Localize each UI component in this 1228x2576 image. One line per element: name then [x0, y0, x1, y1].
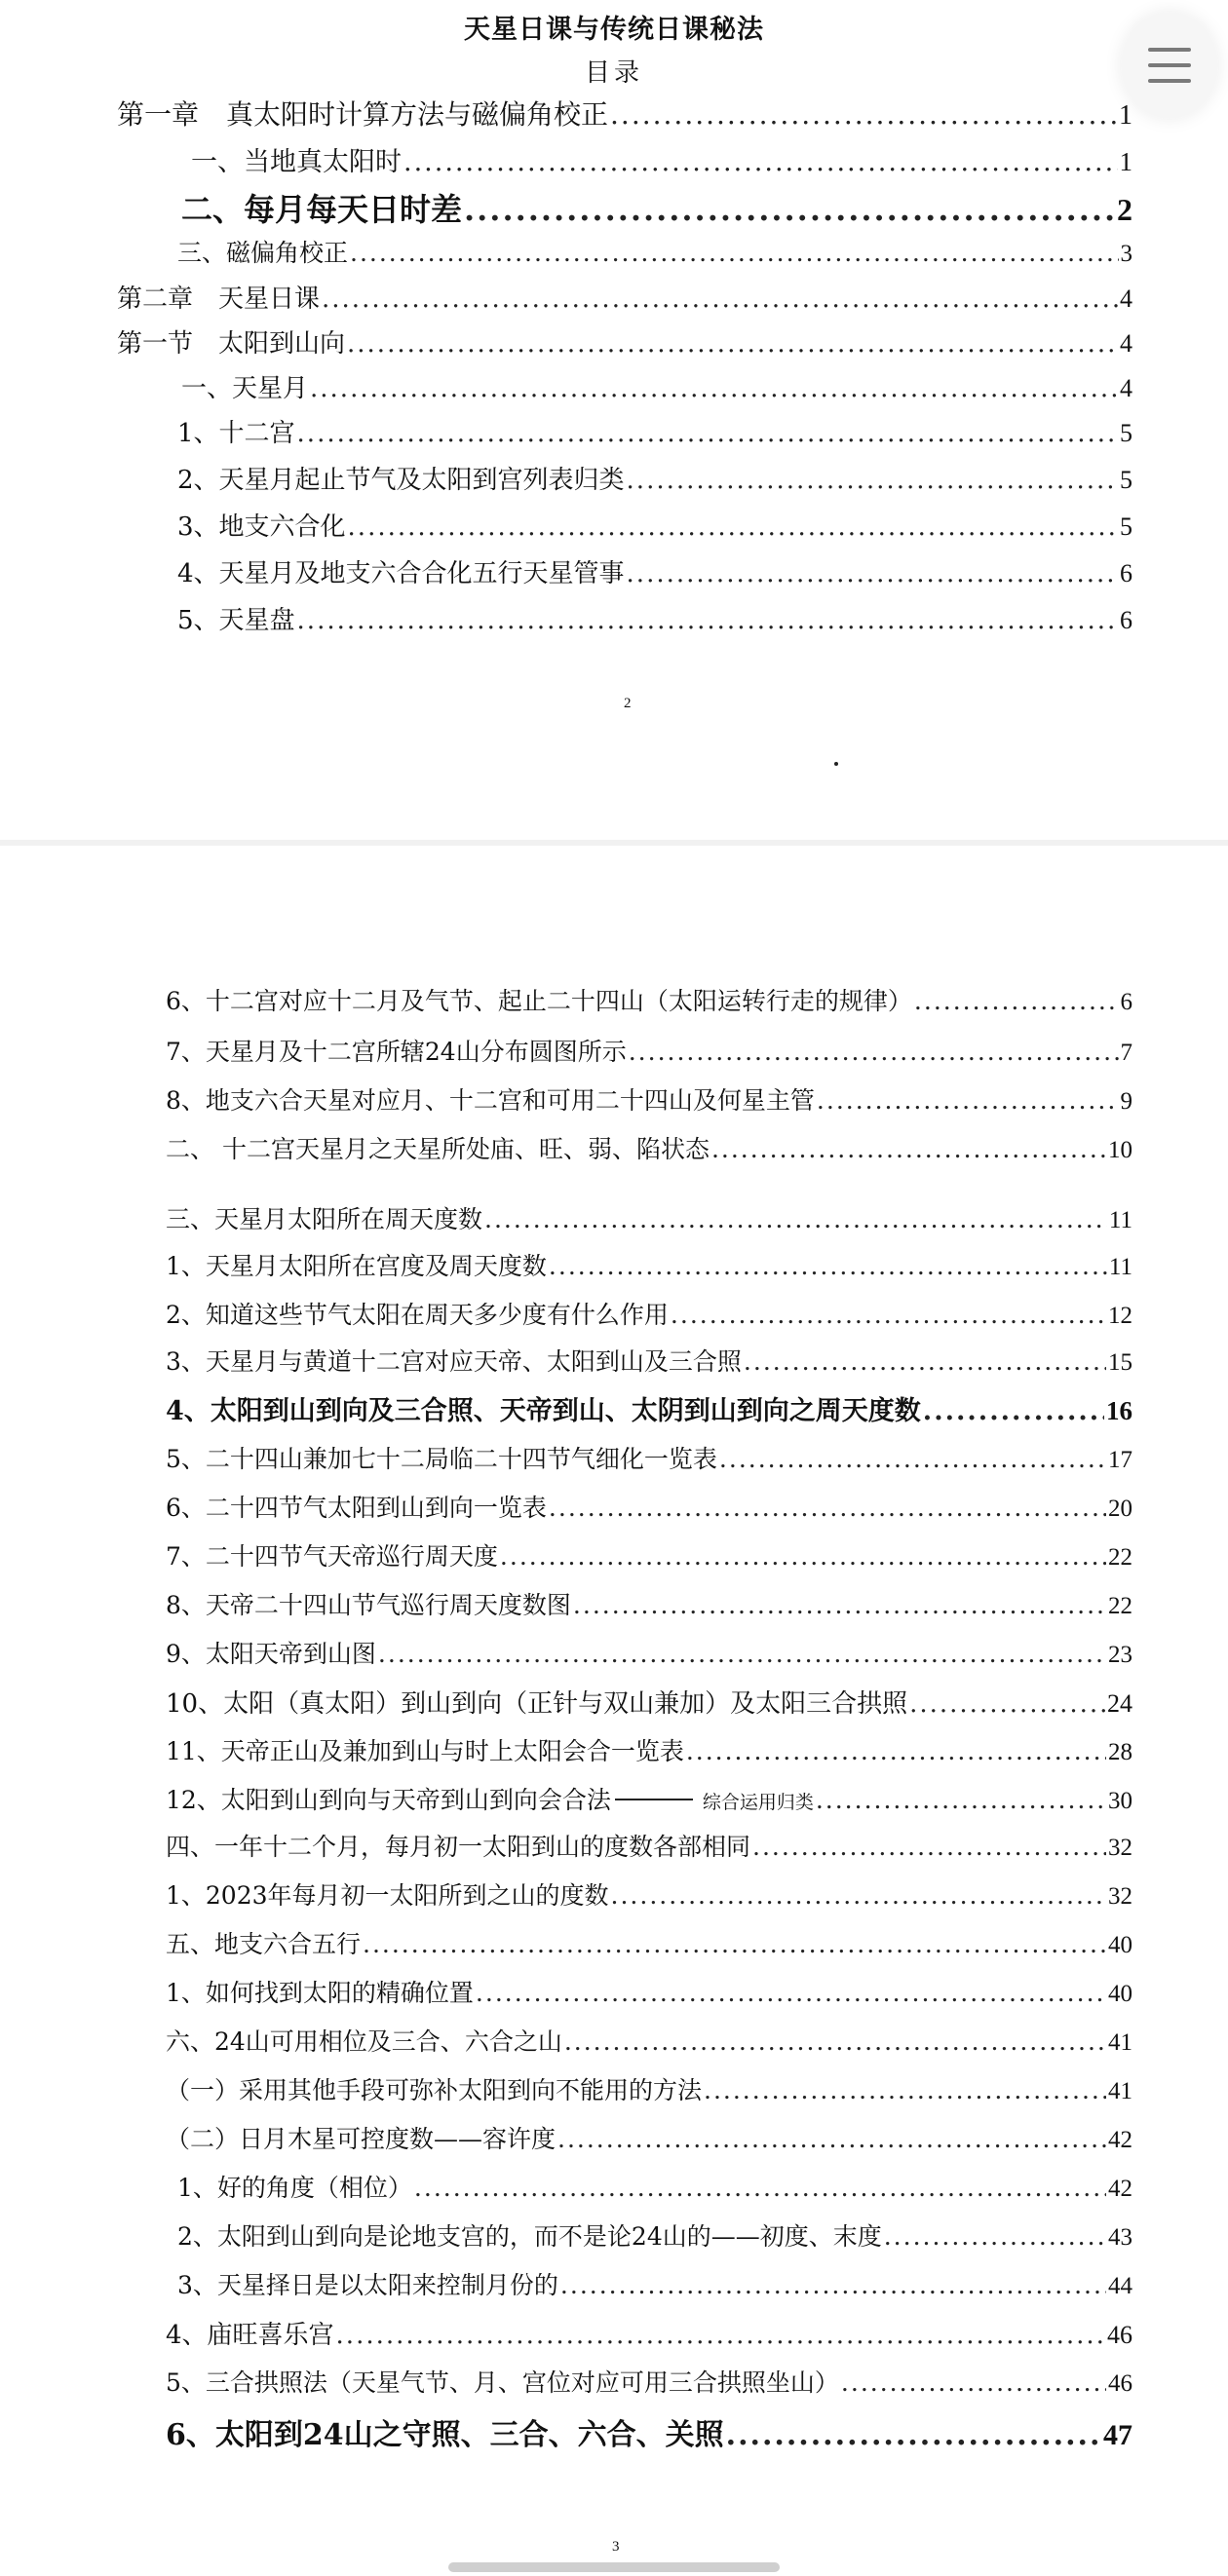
toc-entry-page: 41 [1108, 2078, 1132, 2104]
toc-entry-label: 1、2023年每月初一太阳所到之山的度数 [166, 1881, 609, 1910]
leader-dots [704, 2076, 1106, 2104]
toc-entry-label: 8、天帝二十四山节气巡行周天度数图 [166, 1591, 571, 1619]
toc-entry[interactable] [166, 1684, 1132, 1720]
toc-entry-page: 9 [1120, 1088, 1132, 1115]
leader-dots [671, 1301, 1106, 1329]
toc-entry[interactable] [117, 279, 1132, 315]
toc-entry[interactable] [177, 600, 1132, 636]
toc-entry-label: 7、二十四节气天帝巡行周天度 [166, 1542, 498, 1571]
leader-dots [560, 2271, 1106, 2299]
leader-dots [414, 2174, 1106, 2202]
toc-entry[interactable] [166, 1974, 1132, 2009]
toc-entry-label: 5、三合拱照法（天星气节、月、宫位对应可用三合拱照坐山） [166, 2368, 839, 2397]
leader-dots [350, 239, 1118, 267]
toc-entry-page: 28 [1108, 1739, 1132, 1765]
document-title: 天星日课与传统日课秘法 [464, 15, 764, 45]
toc-entry-label: 1、十二宫 [177, 419, 295, 448]
toc-entry[interactable] [166, 1033, 1132, 1068]
menu-button[interactable] [1121, 12, 1218, 119]
toc-entry-page: 42 [1108, 2176, 1132, 2202]
toc-entry-label: 1、天星月太阳所在宫度及周天度数 [166, 1252, 547, 1280]
toc-entry[interactable] [166, 1343, 1132, 1378]
leader-dots [500, 1542, 1106, 1571]
toc-entry[interactable] [177, 413, 1132, 449]
toc-entry-page: 1 [1119, 100, 1132, 131]
leader-dots [719, 1445, 1106, 1473]
toc-entry[interactable] [117, 323, 1132, 360]
leader-dots [611, 1881, 1106, 1910]
toc-entry-page: 24 [1107, 1689, 1132, 1718]
hamburger-menu-icon [1148, 48, 1191, 83]
toc-entry-label: 2、天星月起止节气及太阳到宫列表归类 [177, 466, 625, 495]
leader-dots [557, 2125, 1106, 2153]
toc-entry-label: 5、天星盘 [177, 606, 295, 635]
leader-dots [816, 1786, 1106, 1814]
toc-entry-page: 32 [1108, 1835, 1132, 1861]
toc-entry[interactable] [177, 460, 1132, 496]
toc-heading: 目录 [584, 58, 643, 88]
toc-entry-page: 17 [1108, 1447, 1132, 1473]
toc-entry[interactable] [166, 1200, 1132, 1235]
toc-entry-label: 3、地支六合化 [177, 512, 346, 542]
toc-entry-label: 一、当地真太阳时 [191, 147, 402, 177]
leader-dots [403, 147, 1118, 177]
toc-entry[interactable] [166, 1130, 1132, 1165]
toc-entry[interactable] [166, 2315, 1132, 2351]
leader-dots [573, 1591, 1106, 1619]
leader-dots [726, 2418, 1101, 2452]
toc-entry-page: 7 [1120, 1040, 1132, 1066]
leader-dots [610, 98, 1117, 131]
toc-entry[interactable] [177, 553, 1132, 589]
scan-speck [834, 762, 838, 766]
leader-dots [297, 606, 1118, 635]
leader-dots [711, 1135, 1106, 1163]
toc-entry-page: 16 [1106, 1396, 1132, 1425]
leader-dots [464, 191, 1115, 228]
toc-entry[interactable] [166, 1247, 1132, 1282]
leader-dots [310, 374, 1118, 403]
toc-entry-label: 六、24山可用相位及三合、六合之山 [166, 2027, 562, 2056]
toc-entry-page: 15 [1108, 1349, 1132, 1376]
toc-entry[interactable] [177, 2217, 1132, 2253]
toc-entry-page: 2 [1117, 192, 1132, 227]
toc-entry[interactable] [166, 1296, 1132, 1331]
toc-entry-label: 4、天星月及地支六合合化五行天星管事 [177, 559, 625, 588]
toc-entry-label: 第一节 太阳到山向 [117, 329, 346, 359]
toc-entry-page: 22 [1108, 1593, 1132, 1619]
leader-dots [297, 419, 1118, 448]
toc-entry-page: 43 [1108, 2224, 1132, 2251]
toc-entry-page: 46 [1108, 2370, 1132, 2397]
toc-entry-label: 9、太阳天帝到山图 [166, 1640, 376, 1668]
leader-dots [549, 1252, 1107, 1280]
leader-dots [817, 1086, 1119, 1115]
toc-entry[interactable] [117, 94, 1132, 133]
toc-entry-page: 22 [1108, 1544, 1132, 1571]
toc-entry-page: 41 [1108, 2029, 1132, 2056]
toc-entry[interactable] [166, 1389, 1132, 1427]
toc-entry-page: 11 [1108, 1207, 1132, 1233]
toc-entry-label: 4、太阳到山到向及三合照、天帝到山、太阴到山到向之周天度数 [166, 1396, 921, 1426]
leader-dots [627, 466, 1118, 495]
leader-dots [322, 284, 1118, 314]
toc-entry-label: 3、天星月与黄道十二宫对应天帝、太阳到山及三合照 [166, 1347, 742, 1376]
toc-entry-page: 4 [1120, 284, 1132, 313]
toc-entry-page: 6 [1120, 606, 1132, 634]
toc-entry-label: 12、太阳到山到向与天帝到山到向会合法 [166, 1786, 611, 1814]
toc-entry[interactable] [166, 1537, 1132, 1572]
leader-dots [564, 2027, 1106, 2056]
leader-dots [347, 329, 1118, 359]
toc-entry[interactable] [166, 982, 1132, 1017]
toc-entry-page: 6 [1120, 989, 1132, 1015]
toc-entry[interactable] [166, 1586, 1132, 1621]
toc-entry[interactable] [166, 2410, 1132, 2453]
toc-entry[interactable] [181, 185, 1132, 230]
toc-entry[interactable] [177, 507, 1132, 543]
leader-dots [484, 1205, 1107, 1233]
toc-entry-page: 44 [1108, 2273, 1132, 2299]
document-page-2 [0, 0, 1228, 840]
toc-entry-page: 11 [1108, 1254, 1132, 1280]
leader-dots [909, 1689, 1105, 1719]
toc-entry-label: 1、如何找到太阳的精确位置 [166, 1979, 474, 2007]
toc-entry-page: 40 [1108, 1932, 1132, 1958]
toc-entry-page: 4 [1120, 329, 1132, 358]
toc-entry[interactable] [166, 1635, 1132, 1670]
toc-entry-page: 40 [1108, 1981, 1132, 2007]
toc-entry-page: 46 [1107, 2321, 1132, 2349]
toc-entry-label: 第二章 天星日课 [117, 284, 321, 314]
toc-entry-label: 3、天星择日是以太阳来控制月份的 [177, 2271, 558, 2299]
leader-dots [627, 559, 1118, 588]
toc-entry-label: 8、地支六合天星对应月、十二宫和可用二十四山及何星主管 [166, 1086, 815, 1115]
toc-entry-label: 四、一年十二个月，每月初一太阳到山的度数各部相同 [166, 1833, 751, 1861]
toc-entry-label: 2、太阳到山到向是论地支宫的，而不是论24山的——初度、末度 [177, 2222, 882, 2251]
toc-entry-label: 二、每月每天日时差 [181, 191, 463, 228]
toc-entry-page: 42 [1108, 2127, 1132, 2153]
toc-entry-page: 20 [1108, 1496, 1132, 1522]
leader-dots [686, 1737, 1106, 1765]
toc-entry-page: 10 [1108, 1137, 1132, 1163]
page-number: 2 [624, 696, 632, 711]
toc-entry-page: 1 [1119, 147, 1132, 176]
leader-dots [476, 1979, 1106, 2007]
toc-entry-page: 12 [1108, 1303, 1132, 1329]
toc-entry-label: 10、太阳（真太阳）到山到向（正针与双山兼加）及太阳三合拱照 [166, 1689, 908, 1719]
leader-dots [549, 1494, 1106, 1522]
toc-entry-page: 5 [1120, 466, 1132, 494]
toc-entry-page: 30 [1108, 1788, 1132, 1814]
leader-dots [348, 512, 1118, 542]
toc-entry-label: 三、天星月太阳所在周天度数 [166, 1205, 483, 1233]
toc-entry[interactable] [166, 2023, 1132, 2058]
toc-entry-label: 1、好的角度（相位） [177, 2174, 412, 2202]
leader-dots [744, 1347, 1106, 1376]
toc-entry[interactable] [166, 1781, 1132, 1816]
leader-dots [378, 1640, 1106, 1668]
leader-dots [629, 1038, 1119, 1066]
toc-entry[interactable] [166, 2364, 1132, 2399]
leader-dots [363, 1930, 1106, 1958]
toc-entry-page: 32 [1108, 1883, 1132, 1910]
page-number: 3 [612, 2539, 620, 2555]
toc-entry-page: 6 [1120, 559, 1132, 587]
em-dash-rule [615, 1799, 693, 1800]
toc-entry-label: 5、二十四山兼加七十二局临二十四节气细化一览表 [166, 1445, 717, 1473]
toc-entry[interactable] [177, 234, 1132, 269]
toc-entry-label: 7、天星月及十二宫所辖24山分布圆图所示 [166, 1038, 627, 1066]
toc-entry-page: 23 [1108, 1642, 1132, 1668]
toc-entry-label: 4、庙旺喜乐宫 [166, 2321, 334, 2350]
leader-dots [336, 2321, 1105, 2350]
toc-entry-label: 11、天帝正山及兼加到山与时上太阳会合一览表 [166, 1737, 684, 1765]
toc-entry-page: 4 [1120, 374, 1132, 402]
toc-entry-label: 6、二十四节气太阳到山到向一览表 [166, 1494, 547, 1522]
toc-entry-page: 47 [1103, 2419, 1132, 2451]
toc-entry-label: （二）日月木星可控度数——容许度 [166, 2125, 556, 2153]
toc-entry[interactable] [166, 1081, 1132, 1117]
toc-entry[interactable] [166, 1732, 1132, 1767]
toc-entry[interactable] [177, 2266, 1132, 2301]
home-indicator[interactable] [448, 2562, 780, 2572]
toc-entry[interactable] [166, 1828, 1132, 1863]
toc-entry-label: 三、磁偏角校正 [177, 239, 349, 267]
toc-entry[interactable] [181, 368, 1132, 404]
toc-entry[interactable] [191, 140, 1132, 178]
leader-dots [884, 2222, 1106, 2251]
document-page-3 [0, 846, 1228, 2576]
toc-entry[interactable] [166, 1489, 1132, 1524]
toc-entry-label: 6、十二宫对应十二月及气节、起止二十四山（太阳运转行走的规律） [166, 987, 912, 1015]
toc-entry[interactable] [166, 1876, 1132, 1912]
toc-entry[interactable] [177, 2169, 1132, 2204]
leader-dots [841, 2368, 1106, 2397]
toc-entry-label: 6、太阳到24山之守照、三合、六合、关照 [166, 2418, 724, 2452]
toc-entry-label: 第一章 真太阳时计算方法与磁偏角校正 [117, 98, 609, 131]
toc-entry[interactable] [166, 2120, 1132, 2155]
leader-dots [923, 1396, 1104, 1426]
toc-entry[interactable] [166, 2071, 1132, 2106]
toc-entry-page: 5 [1120, 512, 1132, 541]
toc-entry-label: 五、地支六合五行 [166, 1930, 362, 1958]
toc-entry-page: 5 [1120, 419, 1132, 447]
toc-entry-label: 二、 十二宫天星月之天星所处庙、旺、弱、陷状态 [166, 1135, 710, 1163]
toc-entry-label: （一）采用其他手段可弥补太阳到向不能用的方法 [166, 2076, 703, 2104]
toc-entry-label: 一、天星月 [181, 374, 309, 403]
leader-dots [752, 1833, 1106, 1861]
toc-entry-label: 2、知道这些节气太阳在周天多少度有什么作用 [166, 1301, 669, 1329]
toc-entry[interactable] [166, 1440, 1132, 1475]
toc-entry-note: 综合运用归类 [702, 1792, 814, 1813]
toc-entry-page: 3 [1120, 241, 1132, 267]
leader-dots [914, 987, 1119, 1015]
toc-entry[interactable] [166, 1925, 1132, 1960]
